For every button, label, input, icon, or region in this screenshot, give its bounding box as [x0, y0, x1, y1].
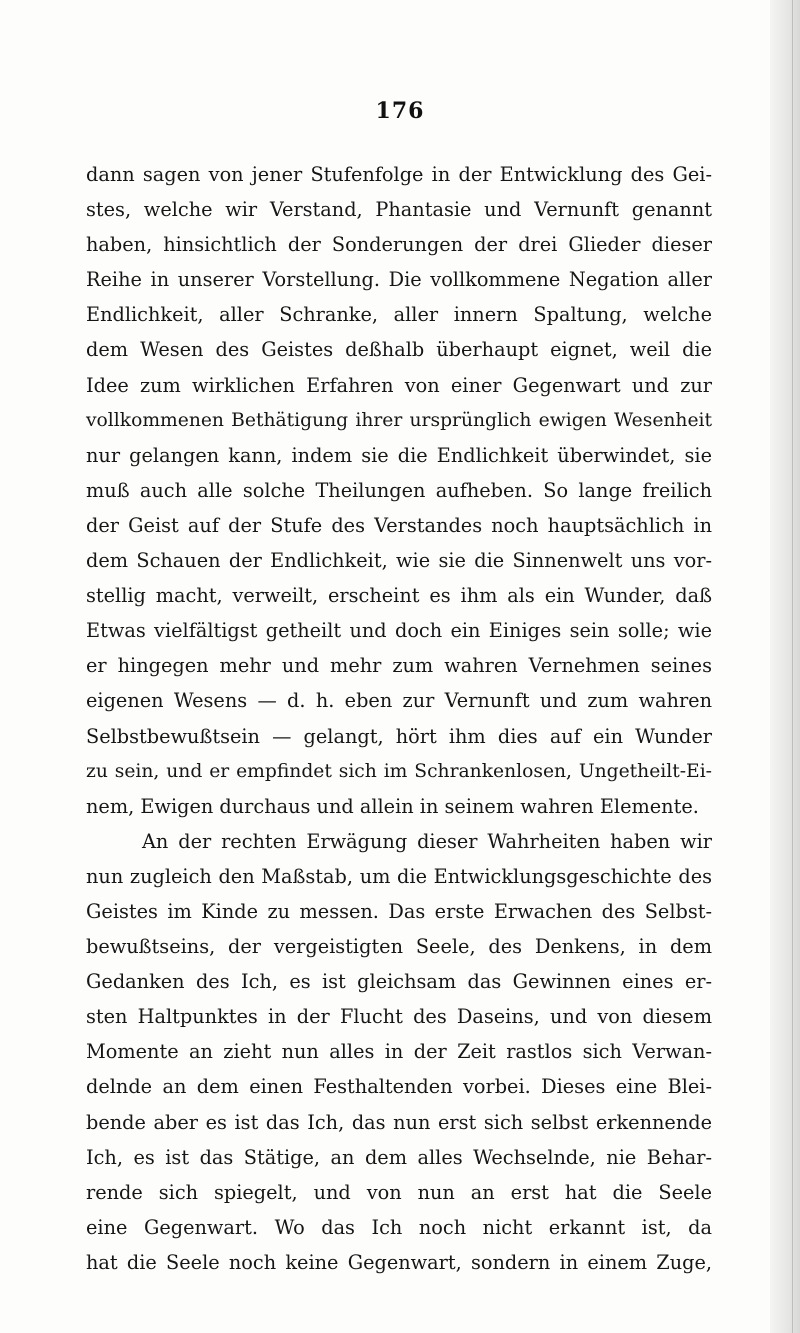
text-line: dem Schauen der Endlichkeit, wie sie die Sinnenwelt uns vor-	[86, 549, 712, 573]
text-line: der Geist auf der Stufe des Verstandes noch hauptsächlich in	[86, 513, 712, 537]
text-line: dem Wesen des Geistes deßhalb überhaupt eignet, weil die	[86, 338, 712, 362]
text-line: eigenen Wesens — d. h. eben zur Vernunft und zum wahren	[86, 689, 712, 713]
text-line: Ich, es ist das Stätige, an dem alles Wechselnde, nie Behar-	[86, 1145, 712, 1169]
body-text	[86, 157, 712, 1280]
page-fold-line	[792, 0, 793, 1333]
paragraph-start-line: An der rechten Erwägung dieser Wahrheiten haben wir	[142, 829, 712, 853]
page-number: 176	[375, 98, 425, 124]
text-line: stes, welche wir Verstand, Phantasie und Vernunft genannt	[86, 198, 712, 222]
text-line: haben, hinsichtlich der Sonderungen der drei Glieder dieser	[86, 233, 712, 257]
text-line: Gedanken des Ich, es ist gleichsam das Gewinnen eines er-	[86, 970, 712, 994]
text-line: bewußtseins, der vergeistigten Seele, des Denkens, in dem	[86, 935, 712, 959]
text-line: er hingegen mehr und mehr zum wahren Vernehmen seines	[86, 654, 712, 678]
text-line: Reihe in unserer Vorstellung. Die vollkommene Negation aller	[86, 268, 712, 292]
text-line: Momente an zieht nun alles in der Zeit rastlos sich Verwan-	[86, 1040, 712, 1064]
text-line: nur gelangen kann, indem sie die Endlichkeit überwindet, sie	[86, 443, 712, 467]
text-line: muß auch alle solche Theilungen aufheben. So lange freilich	[86, 478, 712, 502]
text-line: dann sagen von jener Stufenfolge in der Entwicklung des Gei-	[86, 163, 712, 186]
text-line: vollkommenen Bethätigung ihrer ursprünglich ewigen Wesenheit	[86, 409, 712, 431]
text-line: delnde an dem einen Festhaltenden vorbei. Dieses eine Blei-	[86, 1075, 712, 1099]
text-line: Geistes im Kinde zu messen. Das erste Erwachen des Selbst-	[86, 899, 712, 923]
text-line: stellig macht, verweilt, erscheint es ihm als ein Wunder, daß	[86, 584, 712, 608]
text-line: Endlichkeit, aller Schranke, aller innern Spaltung, welche	[86, 303, 712, 327]
text-line: eine Gegenwart. Wo das Ich noch nicht erkannt ist, da	[86, 1215, 712, 1239]
text-line: bende aber es ist das Ich, das nun erst sich selbst erkennende	[86, 1110, 712, 1134]
text-line: Idee zum wirklichen Erfahren von einer Gegenwart und zur	[86, 373, 712, 397]
text-line: nem, Ewigen durchaus und allein in seinem wahren Elemente.	[86, 794, 699, 818]
text-line: nun zugleich den Maßstab, um die Entwicklungsgeschichte des	[86, 864, 712, 888]
text-line: hat die Seele noch keine Gegenwart, sondern in einem Zuge,	[86, 1250, 712, 1274]
text-line: sten Haltpunktes in der Flucht des Daseins, und von diesem	[86, 1005, 712, 1029]
text-line: zu sein, und er empfindet sich im Schrankenlosen, Ungetheilt-Ei-	[86, 760, 712, 782]
page-edge-shadow	[770, 0, 800, 1333]
text-line: rende sich spiegelt, und von nun an erst hat die Seele	[86, 1180, 712, 1204]
text-line: Selbstbewußtsein — gelangt, hört ihm dies auf ein Wunder	[86, 724, 712, 748]
text-line: Etwas vielfältigst getheilt und doch ein Einiges sein solle; wie	[86, 619, 712, 643]
